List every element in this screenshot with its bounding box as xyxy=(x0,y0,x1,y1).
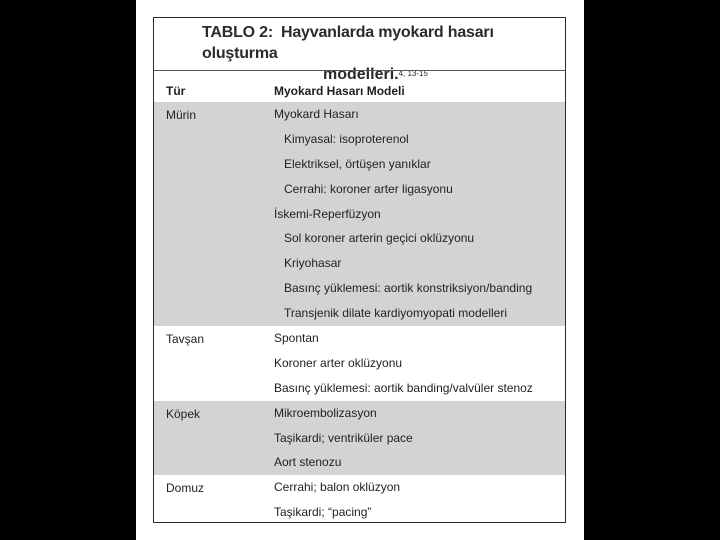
table-row: Aort stenozu xyxy=(274,455,342,470)
table-row: Transjenik dilate kardiyomyopati modelleri xyxy=(284,306,507,321)
table-title-tag: TABLO 2: xyxy=(202,24,273,41)
table-title xyxy=(202,22,562,85)
table-row: Koroner arter oklüzyonu xyxy=(274,355,403,370)
table-row: Mikroembolizasyon xyxy=(274,405,377,420)
table-group-murin xyxy=(154,102,565,326)
table-row: Taşikardi; “pacing” xyxy=(274,505,372,520)
table-row: Elektriksel, örtüşen yanıklar xyxy=(284,156,431,171)
table-group-domuz xyxy=(154,475,565,523)
table-row: Sol koroner arterin geçici oklüzyonu xyxy=(284,231,475,246)
table-row: Cerrahi: koroner arter ligasyonu xyxy=(284,181,453,196)
table-frame xyxy=(153,17,566,523)
table-row: Spontan xyxy=(274,331,319,346)
table-row: Cerrahi; balon oklüzyon xyxy=(274,480,401,495)
species-cell: Tavşan xyxy=(166,332,205,347)
table-row: Kriyohasar xyxy=(284,256,342,271)
table-group-tavsan xyxy=(154,326,565,401)
header-divider xyxy=(154,70,565,71)
table-row: Basınç yüklemesi: aortik banding/valvüler stenoz xyxy=(274,380,533,395)
column-header-model: Myokard Hasarı Modeli xyxy=(274,84,405,98)
table-row: Basınç yüklemesi: aortik konstriksiyon/banding xyxy=(284,281,533,296)
table-group-kopek xyxy=(154,401,565,476)
species-cell: Köpek xyxy=(166,406,201,421)
table-row: Kimyasal: isoproterenol xyxy=(284,131,409,146)
species-cell: Domuz xyxy=(166,481,205,496)
species-cell: Mürin xyxy=(166,108,197,122)
column-headers xyxy=(154,78,565,102)
slide-page xyxy=(136,0,584,540)
table-title-line1: Hayvanlarda myokard hasarı oluşturma xyxy=(202,24,494,62)
table-row: Taşikardi; ventriküler pace xyxy=(274,430,413,445)
table-row: İskemi-Reperfüzyon xyxy=(274,206,381,221)
column-header-species: Tür xyxy=(166,84,186,98)
table-title-line2: modelleri. xyxy=(323,66,399,83)
table-title-refs: 4, 13-15 xyxy=(398,69,428,78)
table-row: Myokard Hasarı xyxy=(274,107,359,121)
table-body xyxy=(154,102,565,523)
